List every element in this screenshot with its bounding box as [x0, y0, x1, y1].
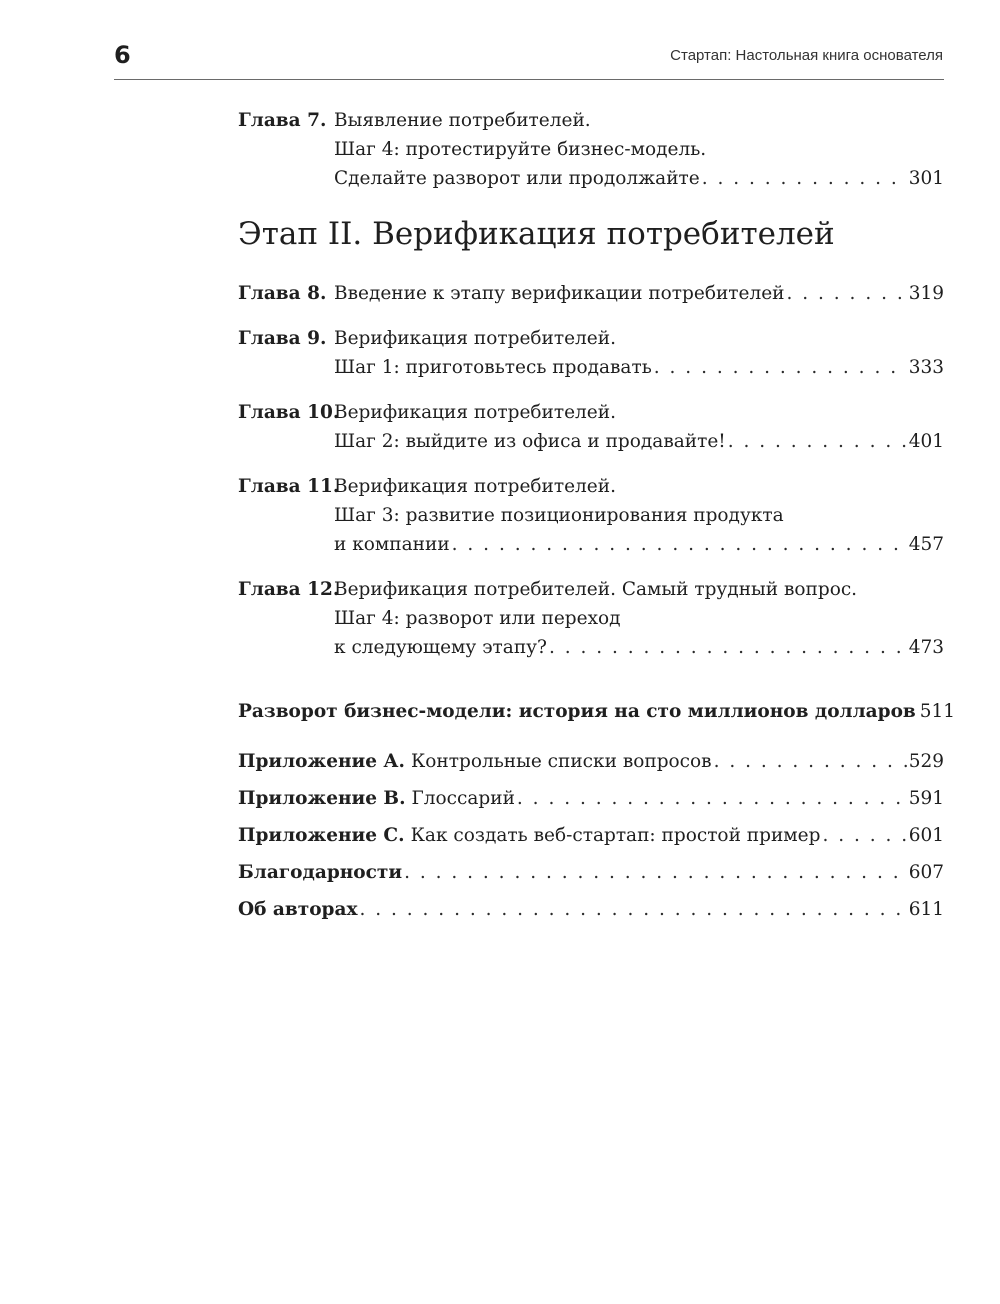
- chapter-title: Верификация потребителей.: [334, 402, 616, 423]
- chapter-label: Глава 10.: [238, 402, 340, 423]
- appendix-label: Приложение А.: [238, 751, 405, 772]
- table-of-contents: [238, 106, 956, 928]
- chapter-label: Глава 12.: [238, 579, 340, 600]
- toc-entry-chapter-10[interactable]: [238, 398, 944, 456]
- section-title: Об авторах: [238, 899, 358, 920]
- appendix-title: Контрольные списки вопросов: [410, 751, 712, 772]
- toc-entry-chapter-11[interactable]: [238, 472, 944, 559]
- chapter-title: Шаг 4: протестируйте бизнес-модель.: [334, 139, 707, 160]
- page-number: 6: [114, 41, 131, 69]
- section-title: Благодарности: [238, 862, 403, 883]
- page-ref: 591: [908, 788, 944, 809]
- page-ref: 601: [908, 825, 944, 846]
- chapter-title: Верификация потребителей.: [334, 476, 616, 497]
- chapter-label: Глава 8.: [238, 283, 327, 304]
- dot-leader: [654, 353, 907, 382]
- toc-entry-chapter-12[interactable]: [238, 575, 944, 662]
- chapter-title: Шаг 4: разворот или переход: [334, 608, 621, 629]
- chapter-title: Введение к этапу верификации потребителей: [334, 283, 785, 304]
- chapter-title: Сделайте разворот или продолжайте: [334, 168, 700, 189]
- chapter-title: Шаг 1: приготовьтесь продавать: [334, 357, 652, 378]
- page-ref: 457: [908, 534, 944, 555]
- chapter-title: Верификация потребителей.: [334, 328, 616, 349]
- dot-leader: [822, 817, 906, 854]
- page-ref: 511: [919, 701, 956, 722]
- chapter-label: Глава 7.: [238, 110, 327, 131]
- toc-entry-chapter-7[interactable]: [238, 106, 944, 193]
- chapter-title: к следующему этапу?: [334, 637, 547, 658]
- appendix-title: Глоссарий: [411, 788, 515, 809]
- section-title: Разворот бизнес-модели: история на сто миллионов долларов: [238, 701, 916, 722]
- page-ref: 319: [908, 283, 944, 304]
- header-rule: [114, 79, 944, 80]
- dot-leader: [452, 530, 907, 559]
- dot-leader: [714, 743, 907, 780]
- page-ref: 611: [908, 899, 944, 920]
- chapter-label: Глава 9.: [238, 328, 327, 349]
- page-ref: 473: [908, 637, 944, 658]
- dot-leader: [404, 854, 907, 891]
- chapter-label: Глава 11.: [238, 476, 340, 497]
- page-ref: 607: [908, 862, 944, 883]
- toc-entry-pivot-story[interactable]: [238, 697, 956, 726]
- chapter-title: Шаг 3: развитие позиционирования продукта: [334, 505, 784, 526]
- chapter-title: Выявление потребителей.: [334, 110, 591, 131]
- appendix-label: Приложение В.: [238, 788, 406, 809]
- toc-entry-appendix-c[interactable]: [238, 817, 944, 854]
- page-ref: 301: [908, 168, 944, 189]
- toc-entry-appendix-b[interactable]: [238, 780, 944, 817]
- page-ref: 401: [908, 431, 944, 452]
- dot-leader: [517, 780, 907, 817]
- toc-entry-chapter-8[interactable]: [238, 279, 944, 308]
- toc-entry-about-authors[interactable]: [238, 891, 944, 928]
- running-head: Стартап: Настольная книга основателя: [670, 47, 943, 64]
- page-ref: 333: [908, 357, 944, 378]
- toc-entry-acknowledgements[interactable]: [238, 854, 944, 891]
- dot-leader: [360, 891, 907, 928]
- chapter-title: Шаг 2: выйдите из офиса и продавайте!: [334, 431, 726, 452]
- chapter-title: и компании: [334, 534, 450, 555]
- dot-leader: [728, 427, 907, 456]
- dot-leader: [702, 164, 907, 193]
- part-title[interactable]: Этап II. Верификация потребителей: [238, 216, 835, 252]
- dot-leader: [549, 633, 907, 662]
- chapter-title: Верификация потребителей. Самый трудный вопрос.: [334, 579, 858, 600]
- page-ref: 529: [908, 751, 944, 772]
- toc-entry-appendix-a[interactable]: [238, 743, 944, 780]
- appendix-title: Как создать веб-стартап: простой пример: [410, 825, 821, 846]
- toc-entry-chapter-9[interactable]: [238, 324, 944, 382]
- dot-leader: [787, 279, 907, 308]
- appendix-label: Приложение С.: [238, 825, 405, 846]
